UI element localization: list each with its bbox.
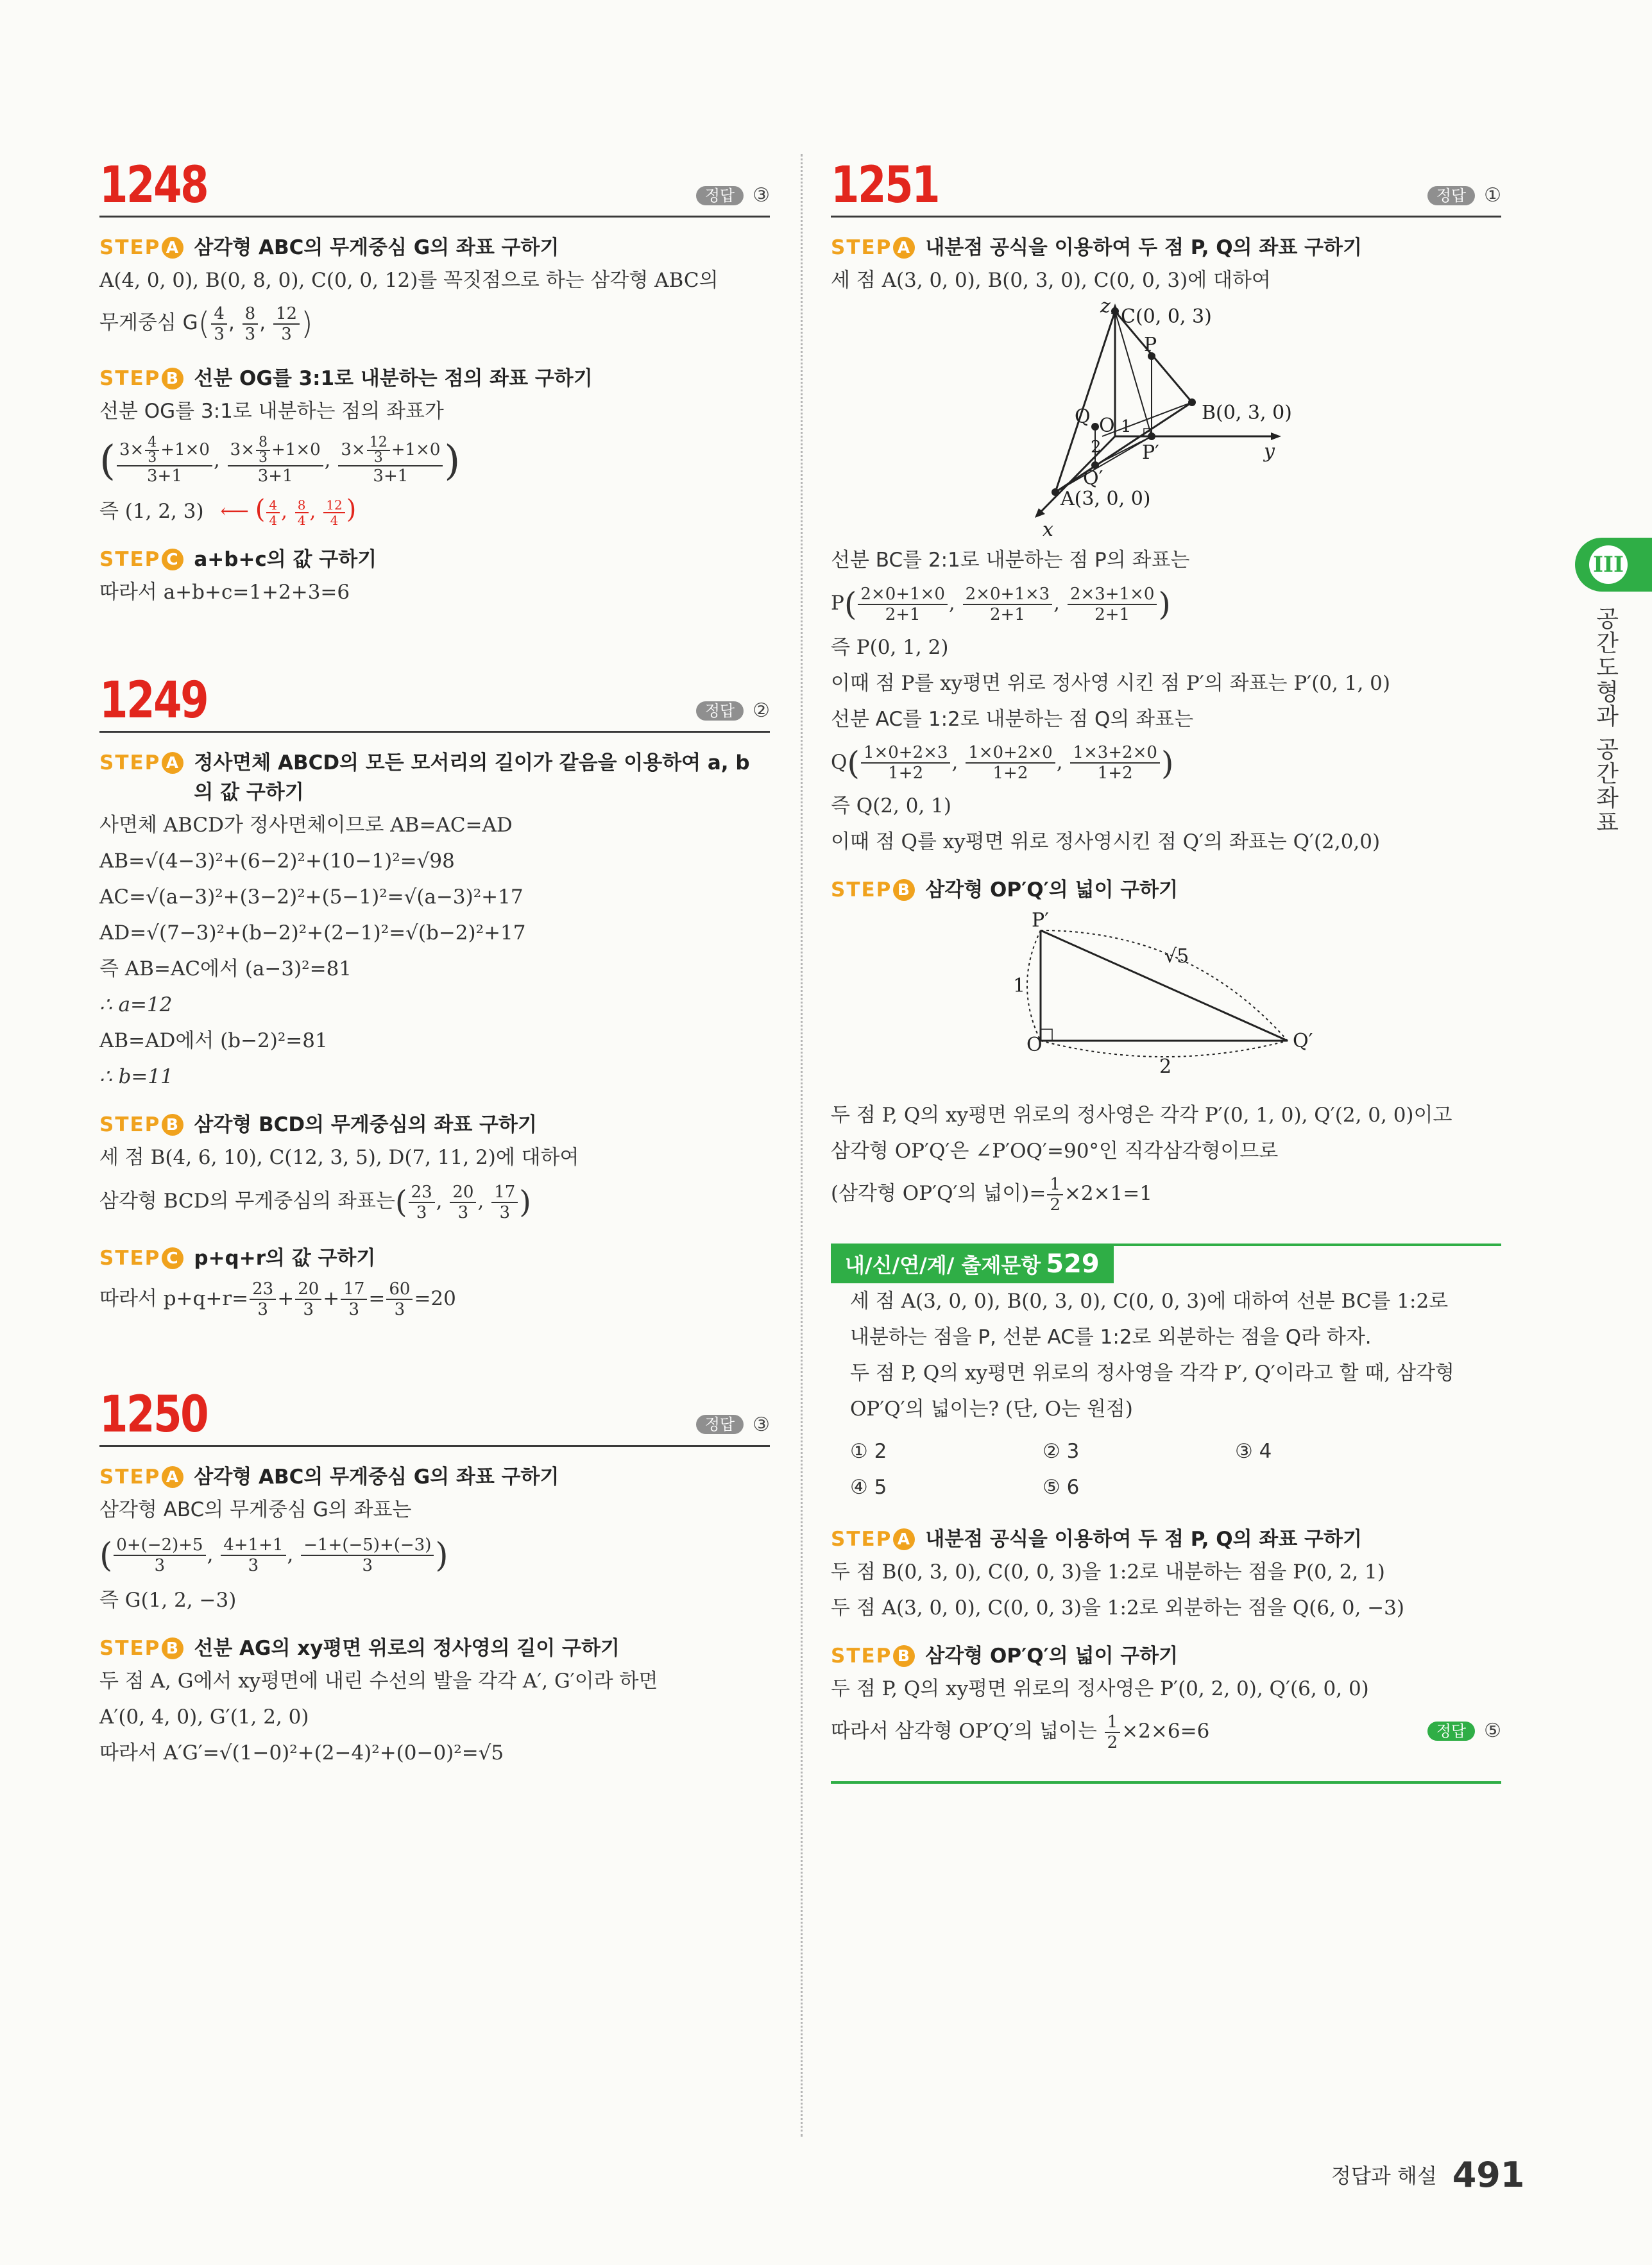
text-line: A(4, 0, 0), B(0, 8, 0), C(0, 0, 12)를 꼭짓점으로 하는 삼각형 ABC의 [99, 269, 719, 292]
text-line: 선분 AC를 1:2로 내분하는 점 Q의 좌표는 [831, 707, 1194, 731]
step-title: 삼각형 BCD의 무게중심의 좌표 구하기 [194, 1113, 537, 1136]
step-a [831, 1525, 1501, 1554]
coordinate-space-figure [831, 298, 1501, 542]
step-label: STEP B [99, 364, 183, 393]
text-line: AD=√(7−3)²+(b−2)²+(2−1)²=√(b−2)²+17 [99, 921, 526, 944]
step-title: a+b+c의 값 구하기 [194, 548, 377, 571]
option-3: ③ 4 [1235, 1440, 1272, 1463]
text-line: 세 점 A(3, 0, 0), B(0, 3, 0), C(0, 0, 3)에 대하여 [831, 269, 1271, 292]
footer-label: 정답과 해설 [1331, 2164, 1437, 2188]
step-label: STEP A [99, 748, 183, 778]
step-title: 삼각형 OP′Q′의 넓이 구하기 [925, 1645, 1179, 1668]
sum-line: 따라서 p+q+r= $\frac{23}{3}$ + $\frac{20}{3}$ + $\frac{17}{3}$ = $\frac{60}{3}$ =20 [99, 1279, 456, 1319]
text-line: 세 점 B(4, 6, 10), C(12, 3, 5), D(7, 11, 2)에 대하여 [99, 1146, 579, 1169]
step-label: STEP A [99, 233, 183, 262]
internal-division-formula: ( 3× $\frac{4}{3}$ +1×0 3+1 , 3× $\frac{8}{3}$ +1×0 3+1 , 3× $\frac{12}{3}$ +1×0 3+1 ) [99, 434, 461, 486]
text-line: AC=√(a−3)²+(3−2)²+(5−1)²=√(a−3)²+17 [99, 885, 524, 909]
answer-badge: 정답 [1427, 1722, 1475, 1741]
point-c-label: C(0, 0, 3) [1121, 305, 1212, 328]
annotation: ⟵ ( $\frac{4}{4}$ , $\frac{8}{4}$ , $\frac{12}{4}$ ) [220, 495, 357, 528]
text-line: 삼각형 OP′Q′은 ∠P′OQ′=90°인 직각삼각형이므로 [831, 1140, 1279, 1163]
step-title: 선분 OG를 3:1로 내분하는 점의 좌표 구하기 [194, 366, 593, 390]
point-p-label: P [1144, 334, 1157, 356]
x-axis-label: x [1043, 518, 1053, 541]
answer-value: ① [1484, 184, 1501, 207]
centroid-line: 삼각형 BCD의 무게중심의 좌표는( $\frac{23}{3}$ , $\frac{20}{3}$ , $\frac{17}{3}$ ) [99, 1182, 532, 1222]
step-label: STEP B [99, 1634, 183, 1663]
step-a [99, 1462, 770, 1492]
text-line: 따라서 A′G′=√(1−0)²+(2−4)²+(0−0)²=√5 [99, 1741, 504, 1765]
origin-label: O [1099, 415, 1115, 437]
side-1-label: 1 [1013, 975, 1026, 997]
problem-1251 [831, 153, 1501, 1218]
text-line: AB=AD에서 (b−2)²=81 [99, 1029, 328, 1052]
answer-value: ⑤ [1484, 1720, 1501, 1742]
text-line: 두 점 A(3, 0, 0), C(0, 0, 3)을 1:2로 외분하는 점을 Q(6, 0, −3) [831, 1596, 1404, 1620]
text-line: A′(0, 4, 0), G′(1, 2, 0) [99, 1705, 309, 1729]
step-label: STEP A [831, 233, 915, 262]
answer-value: ② [753, 699, 770, 722]
question-line: 세 점 A(3, 0, 0), B(0, 3, 0), C(0, 0, 3)에 대하여 선분 BC를 1:2로 [850, 1290, 1449, 1313]
answer-tag [1427, 184, 1501, 207]
z-axis-label: z [1100, 298, 1111, 318]
step-label: STEP B [99, 1110, 183, 1140]
step-label: STEP A [99, 1462, 183, 1492]
step-a [99, 748, 770, 807]
step-title: p+q+r의 값 구하기 [194, 1246, 376, 1270]
step-c [99, 1244, 770, 1273]
side-2-label: 2 [1159, 1056, 1172, 1078]
text-line: 두 점 B(0, 3, 0), C(0, 0, 3)을 1:2로 내분하는 점을 P(0, 2, 1) [831, 1560, 1385, 1584]
text-line: 삼각형 ABC의 무게중심 G의 좌표는 [99, 1498, 412, 1521]
p-formula: P( $\frac{2\times 0+1\times 0}{2+1}$ , $\frac{2\times 0+1\times 3}{2+1}$ , $\frac{2\times 3+1\times 0}{2+1}$ ) [831, 584, 1171, 624]
text-line: 즉 G(1, 2, −3) [99, 1589, 237, 1612]
answer-tag [1427, 1707, 1501, 1756]
answer-options [850, 1433, 1501, 1505]
step-label: STEP A [831, 1525, 915, 1554]
step-b [99, 364, 770, 393]
question-line: 두 점 P, Q의 xy평면 위로의 정사영을 각각 P′, Q′이라고 할 때, 삼각형 [850, 1362, 1454, 1385]
option-2: ② 3 [1043, 1440, 1080, 1463]
problem-header [99, 153, 770, 218]
step-b [99, 1634, 770, 1663]
vertex-p-label: P′ [1032, 909, 1049, 932]
step-label: STEP B [831, 1641, 915, 1671]
left-column [99, 153, 770, 1771]
point-b-label: B(0, 3, 0) [1202, 402, 1292, 424]
step-c [99, 545, 770, 574]
right-column [831, 153, 1501, 1784]
answer-badge: 정답 [696, 701, 744, 721]
step-title: 내분점 공식을 이용하여 두 점 P, Q의 좌표 구하기 [925, 1528, 1362, 1551]
step-label: STEP C [99, 1244, 183, 1273]
centroid-formula: ( $\frac{0+(-2)+5}{3}$ , $\frac{4+1+1}{3}$ , $\frac{-1+(-5)+(-3)}{3}$ ) [99, 1535, 448, 1575]
text-line: 즉 Q(2, 0, 1) [831, 794, 951, 817]
option-1: ① 2 [850, 1440, 887, 1463]
problem-1249 [99, 668, 770, 1324]
answer-value: ③ [753, 1413, 770, 1436]
answer-tag [696, 699, 770, 722]
text-line: 이때 점 P를 xy평면 위로 정사영 시킨 점 P′의 좌표는 P′(0, 1, 0) [831, 671, 1390, 695]
answer-tag [696, 184, 770, 207]
text-line: 선분 BC를 2:1로 내분하는 점 P의 좌표는 [831, 549, 1190, 572]
len-2-label: 2 [1091, 438, 1102, 457]
step-b [831, 875, 1501, 905]
text-line: 두 점 P, Q의 xy평면 위로의 정사영은 각각 P′(0, 1, 0), Q′(2, 0, 0)이고 [831, 1104, 1452, 1127]
step-title: 선분 AG의 xy평면 위로의 정사영의 길이 구하기 [194, 1637, 620, 1660]
problem-header [99, 668, 770, 733]
step-b [831, 1641, 1501, 1671]
centroid-line: 무게중심 G( $\frac{4}{3}$ , $\frac{8}{3}$ , $\frac{12}{3}$ ) [99, 303, 313, 344]
text-line: 두 점 P, Q의 xy평면 위로의 정사영은 P′(0, 2, 0), Q′(6, 0, 0) [831, 1677, 1369, 1700]
answer-tag [696, 1414, 770, 1436]
text-line: ∴ b=11 [99, 1065, 173, 1088]
area-line: 따라서 삼각형 OP′Q′의 넓이는 $\frac{1}{2}$ ×2×6=6 정답 ⑤ [831, 1707, 1501, 1756]
answer-badge: 정답 [696, 1415, 744, 1434]
hyp-label: √5 [1164, 945, 1189, 968]
problem-1248 [99, 153, 770, 610]
vertex-o-label: O [1026, 1034, 1043, 1056]
step-a [99, 233, 770, 262]
text-line: 이때 점 Q를 xy평면 위로 정사영시킨 점 Q′의 좌표는 Q′(2,0,0) [831, 830, 1381, 853]
option-5: ⑤ 6 [1043, 1476, 1080, 1499]
point-q-label: Q [1075, 406, 1091, 428]
problem-number: 1251 [831, 157, 939, 214]
result-line: 즉 (1, 2, 3) ⟵ ( $\frac{4}{4}$ , $\frac{8}{4}$ , $\frac{12}{4}$ ) [99, 495, 357, 528]
right-triangle-figure [831, 905, 1501, 1097]
chapter-title: 공간도형과 공간좌표 [1592, 606, 1619, 835]
text-line: 즉 AB=AC에서 (a−3)²=81 [99, 957, 352, 980]
problem-number: 1249 [99, 672, 208, 730]
len-1-label: 1 [1121, 417, 1132, 436]
page-number: 491 [1452, 2155, 1525, 2195]
problem-header [99, 1382, 770, 1447]
box-tag: 내/신/연/계/ 출제문항 529 [831, 1246, 1114, 1283]
point-a-label: A(3, 0, 0) [1060, 488, 1151, 510]
q-formula: Q( $\frac{1\times 0+2\times 3}{1+2}$ , $\frac{1\times 0+2\times 0}{1+2}$ , $\frac{1\times 3+2\times 0}{1+2}$ ) [831, 743, 1174, 783]
step-title: 삼각형 ABC의 무게중심 G의 좌표 구하기 [194, 1465, 559, 1489]
answer-badge: 정답 [696, 186, 744, 205]
question-line: 내분하는 점을 P, 선분 AC를 1:2로 외분하는 점을 Q라 하자. [850, 1326, 1372, 1349]
option-4: ④ 5 [850, 1476, 887, 1499]
text-line: AB=√(4−3)²+(6−2)²+(10−1)²=√98 [99, 850, 455, 873]
area-line: (삼각형 OP′Q′의 넓이)= $\frac{1}{2}$ ×2×1=1 [831, 1174, 1152, 1215]
answer-value: ③ [753, 184, 770, 207]
problem-1250 [99, 1382, 770, 1772]
text-line: 선분 OG를 3:1로 내분하는 점의 좌표가 [99, 399, 444, 423]
step-title-cont: 의 값 구하기 [194, 781, 304, 804]
chapter-tab [1575, 538, 1652, 592]
chapter-number: III [1589, 545, 1628, 584]
y-axis-label: y [1264, 440, 1275, 463]
text-line: 즉 P(0, 1, 2) [831, 635, 949, 659]
related-problem-box [831, 1244, 1501, 1784]
text-line: 따라서 a+b+c=1+2+3=6 [99, 581, 350, 604]
step-title: 삼각형 ABC의 무게중심 G의 좌표 구하기 [194, 236, 559, 259]
question-line: OP′Q′의 넓이는? (단, O는 원점) [850, 1397, 1133, 1421]
step-label: STEP B [831, 875, 915, 905]
step-b [99, 1110, 770, 1140]
step-title: 삼각형 OP′Q′의 넓이 구하기 [925, 878, 1179, 902]
problem-number: 1250 [99, 1385, 208, 1444]
point-qprime-label: Q′ [1083, 467, 1103, 490]
column-divider [801, 154, 803, 2137]
text-line: 사면체 ABCD가 정사면체이므로 AB=AC=AD [99, 814, 513, 837]
vertex-q-label: Q′ [1293, 1030, 1313, 1052]
text-line: ∴ a=12 [99, 993, 173, 1016]
problem-number: 1248 [99, 157, 208, 214]
box-bottom-rule [831, 1781, 1501, 1784]
text-line: 두 점 A, G에서 xy평면에 내린 수선의 발을 각각 A′, G′이라 하면 [99, 1670, 658, 1693]
point-pprime-label: P′ [1142, 441, 1159, 464]
problem-header [831, 153, 1501, 218]
step-label: STEP C [99, 545, 183, 574]
step-title: 내분점 공식을 이용하여 두 점 P, Q의 좌표 구하기 [925, 236, 1362, 259]
page-footer [1331, 2155, 1524, 2195]
step-title: 정사면체 ABCD의 모든 모서리의 길이가 같음을 이용하여 a, b [194, 751, 750, 774]
answer-badge: 정답 [1427, 186, 1475, 205]
box-header [831, 1244, 1501, 1283]
step-a [831, 233, 1501, 262]
